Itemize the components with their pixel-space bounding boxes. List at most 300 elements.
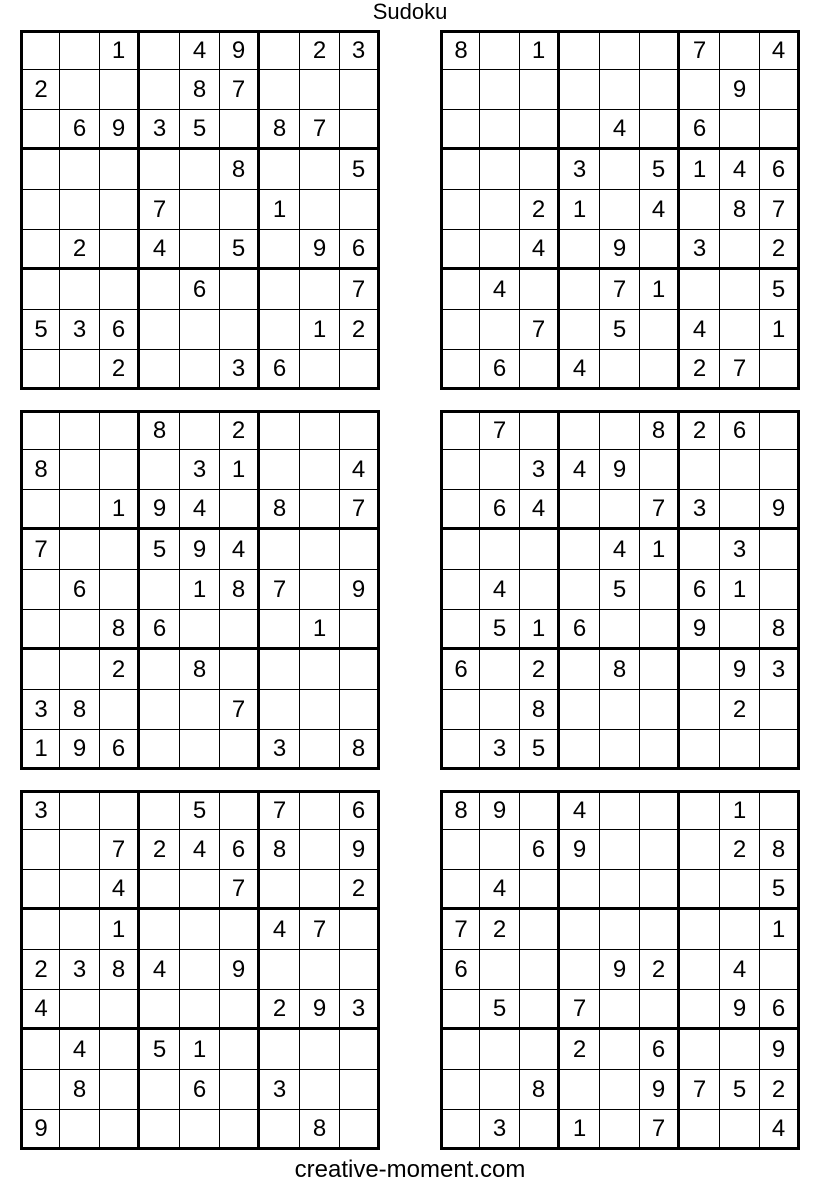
sudoku-cell: [260, 1030, 300, 1070]
sudoku-cell: [20, 830, 60, 870]
sudoku-cell: 3: [20, 790, 60, 830]
sudoku-grid: [20, 30, 380, 390]
sudoku-cell: 8: [180, 650, 220, 690]
sudoku-cell: 3: [340, 30, 380, 70]
sudoku-cell: 2: [680, 350, 720, 390]
sudoku-cell: [600, 910, 640, 950]
sudoku-cell: [760, 790, 800, 830]
sudoku-cell: 3: [60, 950, 100, 990]
sudoku-cell: 2: [100, 650, 140, 690]
sudoku-cell: [640, 830, 680, 870]
sudoku-cell: [480, 70, 520, 110]
sudoku-cell: [640, 870, 680, 910]
sudoku-cell: 8: [20, 450, 60, 490]
sudoku-cell: 5: [760, 870, 800, 910]
sudoku-cell: 6: [220, 830, 260, 870]
sudoku-cell: 6: [60, 570, 100, 610]
sudoku-cell: [440, 310, 480, 350]
sudoku-cell: 1: [220, 450, 260, 490]
sudoku-cell: [600, 1030, 640, 1070]
sudoku-cell: 4: [720, 150, 760, 190]
sudoku-cell: 9: [340, 570, 380, 610]
sudoku-cell: [260, 950, 300, 990]
sudoku-cell: [560, 530, 600, 570]
sudoku-cell: [100, 150, 140, 190]
sudoku-cell: 8: [260, 830, 300, 870]
sudoku-cell: [720, 110, 760, 150]
sudoku-cell: 6: [560, 610, 600, 650]
sudoku-cell: 8: [760, 830, 800, 870]
sudoku-cell: [140, 570, 180, 610]
sudoku-cell: 4: [20, 990, 60, 1030]
sudoku-cell: 2: [520, 190, 560, 230]
sudoku-cell: 9: [600, 450, 640, 490]
sudoku-cell: [600, 790, 640, 830]
sudoku-cell: 2: [760, 1070, 800, 1110]
sudoku-grid: [440, 30, 800, 390]
sudoku-cell: [440, 1070, 480, 1110]
sudoku-cell: [760, 530, 800, 570]
sudoku-cell: [440, 830, 480, 870]
sudoku-cell: [340, 1110, 380, 1150]
sudoku-cell: [180, 990, 220, 1030]
sudoku-cell: 9: [340, 830, 380, 870]
sudoku-cell: [480, 530, 520, 570]
sudoku-cell: [100, 1030, 140, 1070]
sudoku-cell: [440, 350, 480, 390]
sudoku-cell: 9: [60, 730, 100, 770]
sudoku-cell: 1: [520, 610, 560, 650]
sudoku-cell: 5: [20, 310, 60, 350]
sudoku-cell: 7: [340, 270, 380, 310]
sudoku-cell: 4: [560, 450, 600, 490]
sudoku-cell: [60, 450, 100, 490]
sudoku-cell: [20, 910, 60, 950]
sudoku-cell: [560, 1070, 600, 1110]
sudoku-cell: [560, 270, 600, 310]
sudoku-cell: 6: [760, 150, 800, 190]
sudoku-cell: [20, 30, 60, 70]
sudoku-cell: [560, 310, 600, 350]
sudoku-cell: [340, 1030, 380, 1070]
sudoku-cell: [640, 730, 680, 770]
sudoku-cell: 6: [440, 650, 480, 690]
sudoku-cell: [140, 450, 180, 490]
sudoku-cell: [20, 870, 60, 910]
sudoku-cell: 2: [20, 950, 60, 990]
sudoku-cell: [220, 190, 260, 230]
sudoku-cell: [180, 410, 220, 450]
sudoku-cell: [220, 650, 260, 690]
sudoku-cell: 7: [220, 70, 260, 110]
sudoku-cell: [640, 790, 680, 830]
sudoku-cell: [600, 1110, 640, 1150]
sudoku-cell: 2: [760, 230, 800, 270]
sudoku-cell: [600, 190, 640, 230]
sudoku-cell: [440, 270, 480, 310]
sudoku-cell: 4: [520, 490, 560, 530]
sudoku-cell: 4: [260, 910, 300, 950]
sudoku-cell: 7: [680, 30, 720, 70]
sudoku-cell: [60, 790, 100, 830]
sudoku-cell: [640, 70, 680, 110]
sudoku-cell: [140, 70, 180, 110]
sudoku-cell: [140, 270, 180, 310]
sudoku-cell: 3: [680, 230, 720, 270]
sudoku-cell: [300, 870, 340, 910]
sudoku-cell: [520, 270, 560, 310]
sudoku-cell: [560, 410, 600, 450]
sudoku-cell: [340, 70, 380, 110]
sudoku-cell: [680, 530, 720, 570]
sudoku-cell: 3: [140, 110, 180, 150]
sudoku-cell: [640, 30, 680, 70]
sudoku-cell: 5: [480, 990, 520, 1030]
sudoku-cell: 6: [180, 1070, 220, 1110]
sudoku-cell: [60, 410, 100, 450]
sudoku-cell: [300, 650, 340, 690]
sudoku-cell: 4: [180, 490, 220, 530]
sudoku-cell: [100, 570, 140, 610]
sudoku-cell: [600, 870, 640, 910]
sudoku-cell: [480, 650, 520, 690]
sudoku-cell: [180, 950, 220, 990]
sudoku-cell: [560, 570, 600, 610]
sudoku-cell: 4: [640, 190, 680, 230]
sudoku-cell: [560, 490, 600, 530]
sudoku-cell: [560, 870, 600, 910]
sudoku-cell: 3: [680, 490, 720, 530]
sudoku-cell: 7: [680, 1070, 720, 1110]
sudoku-cell: [680, 830, 720, 870]
sudoku-cell: [480, 30, 520, 70]
sudoku-cell: 4: [680, 310, 720, 350]
sudoku-cell: 5: [140, 1030, 180, 1070]
sudoku-cell: [680, 650, 720, 690]
sudoku-cell: [720, 610, 760, 650]
sudoku-cell: 9: [760, 490, 800, 530]
sudoku-cell: 3: [760, 650, 800, 690]
sudoku-cell: [520, 410, 560, 450]
sudoku-cell: [480, 190, 520, 230]
sudoku-cell: 6: [60, 110, 100, 150]
sudoku-cell: 4: [560, 790, 600, 830]
sudoku-cell: [560, 650, 600, 690]
sudoku-cell: [600, 1070, 640, 1110]
sudoku-cell: [100, 530, 140, 570]
sudoku-cell: 2: [140, 830, 180, 870]
sudoku-cell: [560, 230, 600, 270]
sudoku-cell: [520, 990, 560, 1030]
sudoku-cell: 3: [260, 1070, 300, 1110]
sudoku-cell: [180, 610, 220, 650]
sudoku-cell: 6: [760, 990, 800, 1030]
sudoku-cell: 4: [600, 110, 640, 150]
sudoku-cell: [300, 830, 340, 870]
footer-site-name: creative-moment.com: [294, 1156, 526, 1183]
sudoku-cell: [260, 230, 300, 270]
sudoku-cell: [60, 350, 100, 390]
sudoku-cell: 4: [140, 950, 180, 990]
sudoku-cell: [20, 490, 60, 530]
sudoku-cell: 1: [180, 1030, 220, 1070]
sudoku-cell: [600, 690, 640, 730]
sudoku-cell: 4: [480, 270, 520, 310]
sudoku-cell: 7: [480, 410, 520, 450]
sudoku-cell: [20, 1070, 60, 1110]
sudoku-cell: [520, 570, 560, 610]
sudoku-cell: [720, 910, 760, 950]
sudoku-cell: [680, 790, 720, 830]
sudoku-cell: [60, 910, 100, 950]
sudoku-cell: [20, 230, 60, 270]
sudoku-cell: [220, 1110, 260, 1150]
sudoku-grid: [440, 410, 800, 770]
sudoku-cell: [260, 30, 300, 70]
sudoku-cell: [520, 350, 560, 390]
sudoku-cell: [680, 690, 720, 730]
sudoku-cell: [640, 310, 680, 350]
sudoku-cell: 7: [340, 490, 380, 530]
sudoku-cell: 3: [480, 730, 520, 770]
sudoku-cell: 8: [520, 1070, 560, 1110]
sudoku-cell: [260, 270, 300, 310]
sudoku-cell: 6: [140, 610, 180, 650]
sudoku-cell: [300, 1070, 340, 1110]
sudoku-cell: [480, 1030, 520, 1070]
sudoku-cell: [260, 450, 300, 490]
sudoku-cell: [180, 150, 220, 190]
sudoku-cell: [440, 490, 480, 530]
sudoku-cell: [600, 410, 640, 450]
sudoku-cell: 9: [220, 30, 260, 70]
sudoku-cell: [100, 190, 140, 230]
sudoku-cell: 7: [600, 270, 640, 310]
sudoku-cell: [20, 570, 60, 610]
sudoku-cell: 1: [100, 30, 140, 70]
sudoku-cell: [680, 450, 720, 490]
sudoku-cell: [760, 570, 800, 610]
sudoku-cell: [340, 530, 380, 570]
sudoku-cell: [300, 530, 340, 570]
sudoku-cell: [680, 990, 720, 1030]
sudoku-cell: [60, 530, 100, 570]
sudoku-cell: [220, 730, 260, 770]
sudoku-cell: [520, 530, 560, 570]
sudoku-cell: [720, 1030, 760, 1070]
sudoku-cell: 6: [180, 270, 220, 310]
sudoku-cell: 8: [720, 190, 760, 230]
sudoku-cell: 6: [480, 490, 520, 530]
sudoku-cell: [480, 950, 520, 990]
sudoku-cell: 5: [760, 270, 800, 310]
sudoku-cell: 7: [640, 1110, 680, 1150]
sudoku-cell: [180, 1110, 220, 1150]
sudoku-cell: 9: [300, 990, 340, 1030]
sudoku-cell: [20, 190, 60, 230]
sudoku-cell: [180, 910, 220, 950]
sudoku-cell: 8: [640, 410, 680, 450]
sudoku-cell: [260, 410, 300, 450]
sudoku-cell: [300, 570, 340, 610]
sudoku-cell: 4: [480, 870, 520, 910]
sudoku-cell: [720, 490, 760, 530]
sudoku-cell: [340, 910, 380, 950]
sudoku-cell: 7: [260, 790, 300, 830]
sudoku-cell: 7: [760, 190, 800, 230]
sudoku-cell: [180, 310, 220, 350]
sudoku-cell: 1: [640, 530, 680, 570]
sudoku-cell: 2: [220, 410, 260, 450]
sudoku-grid: [440, 790, 800, 1150]
sudoku-cell: [180, 190, 220, 230]
sudoku-cell: 1: [640, 270, 680, 310]
sudoku-cell: [520, 790, 560, 830]
sudoku-cell: [140, 690, 180, 730]
sudoku-cell: [720, 450, 760, 490]
sudoku-grid: [20, 410, 380, 770]
sudoku-cell: 8: [220, 570, 260, 610]
sudoku-cell: 4: [340, 450, 380, 490]
sudoku-cell: [560, 730, 600, 770]
sudoku-cell: [520, 110, 560, 150]
sudoku-cell: 1: [100, 910, 140, 950]
sudoku-cell: 8: [140, 410, 180, 450]
sudoku-cell: [60, 650, 100, 690]
sudoku-cell: [520, 150, 560, 190]
sudoku-cell: [220, 910, 260, 950]
sudoku-cell: [140, 30, 180, 70]
sudoku-cell: [300, 950, 340, 990]
sudoku-cell: [480, 150, 520, 190]
sudoku-cell: [680, 910, 720, 950]
sudoku-cell: 9: [720, 650, 760, 690]
sudoku-cell: [600, 70, 640, 110]
sudoku-cell: 7: [220, 870, 260, 910]
sudoku-cell: 5: [180, 790, 220, 830]
sudoku-cell: 7: [560, 990, 600, 1030]
sudoku-cell: 9: [180, 530, 220, 570]
sudoku-cell: [340, 110, 380, 150]
sudoku-cell: [300, 690, 340, 730]
sudoku-cell: [140, 730, 180, 770]
sudoku-cell: [680, 870, 720, 910]
sudoku-cell: 2: [480, 910, 520, 950]
sudoku-cell: [340, 410, 380, 450]
sudoku-cell: [220, 790, 260, 830]
sudoku-cell: 9: [640, 1070, 680, 1110]
sudoku-cell: 1: [20, 730, 60, 770]
sudoku-cell: [340, 650, 380, 690]
sudoku-cell: [60, 490, 100, 530]
sudoku-cell: [480, 310, 520, 350]
sudoku-cell: [260, 690, 300, 730]
sudoku-cell: 2: [720, 830, 760, 870]
sudoku-cell: 4: [180, 830, 220, 870]
sudoku-cell: 3: [480, 1110, 520, 1150]
sudoku-cell: [600, 30, 640, 70]
sudoku-cell: 1: [720, 570, 760, 610]
sudoku-cell: 9: [480, 790, 520, 830]
sudoku-cell: [100, 1110, 140, 1150]
sudoku-cell: 1: [760, 910, 800, 950]
sudoku-cell: 5: [720, 1070, 760, 1110]
sudoku-cell: 8: [520, 690, 560, 730]
sudoku-cell: [100, 690, 140, 730]
sudoku-cell: [640, 910, 680, 950]
sudoku-cell: [440, 150, 480, 190]
sudoku-cell: [340, 1070, 380, 1110]
sudoku-cell: [640, 990, 680, 1030]
sudoku-cell: [260, 530, 300, 570]
sudoku-cell: [640, 350, 680, 390]
sudoku-cell: [720, 730, 760, 770]
sudoku-cell: 4: [560, 350, 600, 390]
sudoku-cell: [720, 310, 760, 350]
sudoku-cell: 1: [560, 1110, 600, 1150]
sudoku-cell: [20, 110, 60, 150]
sudoku-cell: 5: [520, 730, 560, 770]
sudoku-cell: [140, 350, 180, 390]
sudoku-cell: [300, 190, 340, 230]
sudoku-cell: [260, 70, 300, 110]
sudoku-cell: 1: [680, 150, 720, 190]
sudoku-cell: 6: [340, 790, 380, 830]
sudoku-cell: [300, 270, 340, 310]
sudoku-cell: [300, 350, 340, 390]
sudoku-cell: 6: [100, 310, 140, 350]
sudoku-cell: [300, 790, 340, 830]
sudoku-cell: 6: [260, 350, 300, 390]
sudoku-cell: 8: [180, 70, 220, 110]
sudoku-cell: [180, 350, 220, 390]
sudoku-cell: [300, 450, 340, 490]
sudoku-cell: 8: [760, 610, 800, 650]
sudoku-cell: [100, 450, 140, 490]
sudoku-cell: [140, 790, 180, 830]
sudoku-cell: [100, 230, 140, 270]
sudoku-cell: 8: [260, 110, 300, 150]
sudoku-cell: 4: [140, 230, 180, 270]
sudoku-cell: [340, 690, 380, 730]
sudoku-cell: [720, 230, 760, 270]
sudoku-cell: [560, 70, 600, 110]
sudoku-cell: [440, 870, 480, 910]
sudoku-grid: [20, 790, 380, 1150]
sudoku-cell: 3: [720, 530, 760, 570]
sudoku-cell: [300, 490, 340, 530]
sudoku-cell: 9: [760, 1030, 800, 1070]
sudoku-cell: [140, 870, 180, 910]
sudoku-cell: 1: [180, 570, 220, 610]
sudoku-cell: 9: [720, 990, 760, 1030]
sudoku-cell: 2: [340, 870, 380, 910]
sudoku-cell: 9: [560, 830, 600, 870]
sudoku-cell: 7: [640, 490, 680, 530]
sudoku-cell: [20, 150, 60, 190]
sudoku-cell: 8: [100, 950, 140, 990]
sudoku-cell: [340, 190, 380, 230]
sudoku-cell: [340, 610, 380, 650]
sudoku-cell: [220, 110, 260, 150]
sudoku-cell: [260, 610, 300, 650]
sudoku-cell: 9: [680, 610, 720, 650]
sudoku-cell: [20, 1030, 60, 1070]
sudoku-cell: [440, 1110, 480, 1150]
sudoku-cell: 6: [100, 730, 140, 770]
sudoku-cell: 4: [760, 30, 800, 70]
sudoku-cell: [220, 310, 260, 350]
